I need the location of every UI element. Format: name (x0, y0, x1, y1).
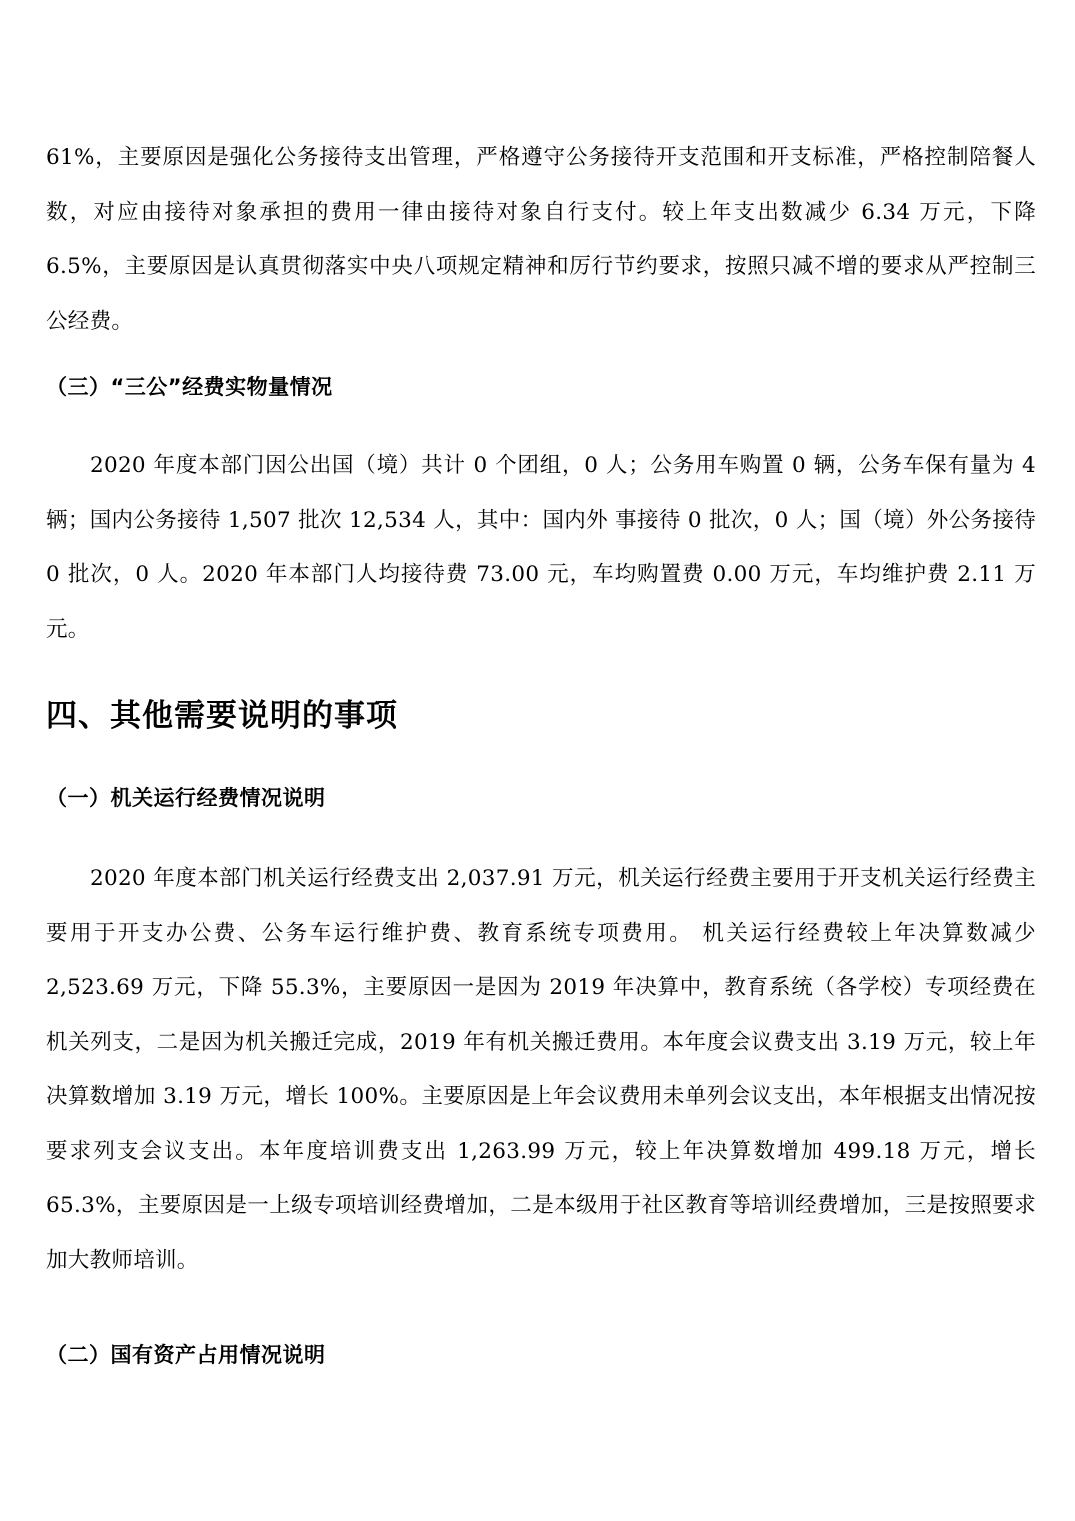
paragraph-three-public-physical-quantity: 2020 年度本部门因公出国（境）共计 0 个团组，0 人；公务用车购置 0 辆，公务车保有量为 4 辆；国内公务接待 1,507 批次 12,534 人，其中：国内外 事接待 0 批次，0 人；国（境）外公务接待 0 批次，0 人。2020 年本部门人均接待费 73.00 元，车均购置费 0.00 万元，车均维护费 2.11 万元。 (46, 453, 1036, 642)
chapter-heading-other-matters: 四、其他需要说明的事项 (46, 698, 398, 734)
paragraph-reception-expense-continuation: 61%，主要原因是强化公务接待支出管理，严格遵守公务接待开支范围和开支标准，严格控制陪餐人数，对应由接待对象承担的费用一律由接待对象自行支付。较上年支出数减少 6.34 万元，下降 6.5%，主要原因是认真贯彻落实中央八项规定精神和厉行节约要求，按照只减不增的要求从严控制三公经费。 (46, 145, 1036, 334)
section-heading-operating-funds: （一）机关运行经费情况说明 (46, 786, 326, 810)
section-heading-three-public-physical: （三）“三公”经费实物量情况 (46, 375, 333, 399)
section-heading-state-assets: （二）国有资产占用情况说明 (46, 1343, 326, 1367)
paragraph-operating-funds: 2020 年度本部门机关运行经费支出 2,037.91 万元，机关运行经费主要用于开支机关运行经费主要用于开支办公费、公务车运行维护费、教育系统专项费用。 机关运行经费较上年决算数减少 2,523.69 万元，下降 55.3%，主要原因一是因为 2019 年决算中，教育系统（各学校）专项经费在机关列支，二是因为机关搬迁完成，2019 年有机关搬迁费用。本年度会议费支出 3.19 万元，较上年决算数增加 3.19 万元，增长 100%。主要原因是上年会议费用未单列会议支出，本年根据支出情况按要求列支会议支出。本年度培训费支出 1,263.99 万元，较上年决算数增加 499.18 万元，增长 65.3%，主要原因是一上级专项培训经费增加，二是本级用于社区教育等培训经费增加，三是按照要求加大教师培训。 (46, 866, 1036, 1273)
